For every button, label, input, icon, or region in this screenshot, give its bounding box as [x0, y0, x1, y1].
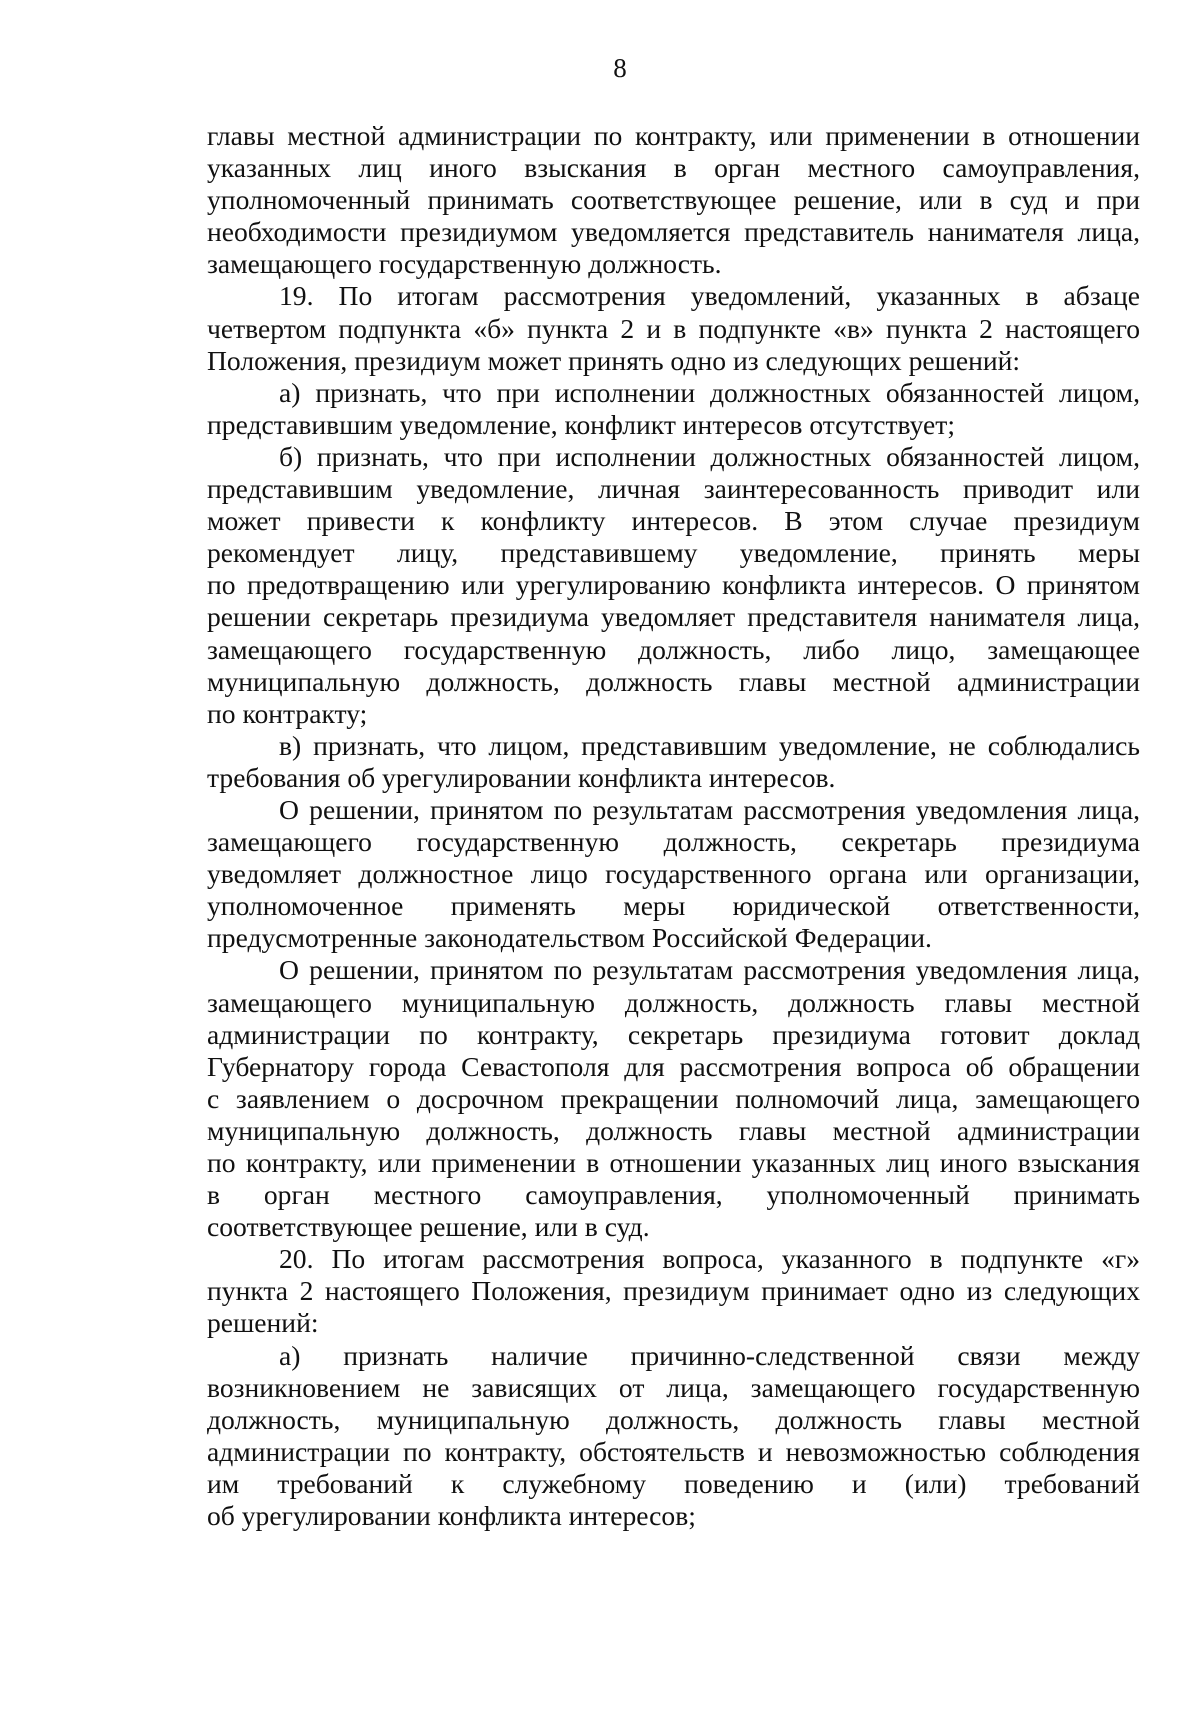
paragraph [207, 280, 1140, 376]
paragraph [207, 1340, 1140, 1533]
text-line: замещающего государственную должность, секретарь президиума [207, 826, 1140, 858]
text-line: необходимости президиумом уведомляется представитель нанимателя лица, [207, 216, 1140, 248]
text-line: Губернатору города Севастополя для рассмотрения вопроса об обращении [207, 1050, 1140, 1082]
page-number: 8 [613, 53, 627, 83]
text-line: О решении, принятом по результатам рассмотрения уведомления лица, [279, 793, 1140, 825]
text-line: пункта 2 настоящего Положения, президиум принимает одно из следующих [207, 1275, 1140, 1307]
text-line: возникновением не зависящих от лица, замещающего государственную [207, 1371, 1140, 1403]
text-line: а) признать наличие причинно-следственной связи между [279, 1339, 1140, 1371]
text-line: муниципальную должность, должность главы местной администрации [207, 665, 1140, 697]
text-line: администрации по контракту, секретарь президиума готовит доклад [207, 1018, 1140, 1050]
text-line: требования об урегулировании конфликта интересов. [207, 761, 836, 793]
paragraph [207, 730, 1140, 794]
text-line: 19. По итогам рассмотрения уведомлений, указанных в абзаце [279, 280, 1140, 312]
paragraph [207, 377, 1140, 441]
text-line: замещающего государственную должность. [207, 248, 722, 280]
text-line: в) признать, что лицом, представившим уведомление, не соблюдались [279, 729, 1140, 761]
text-line: уполномоченный принимать соответствующее решение, или в суд и при [207, 184, 1140, 216]
text-line: об урегулировании конфликта интересов; [207, 1500, 696, 1532]
text-line: замещающего муниципальную должность, должность главы местной [207, 986, 1140, 1018]
text-line: указанных лиц иного взыскания в орган местного самоуправления, [207, 152, 1140, 184]
text-line: б) признать, что при исполнении должностных обязанностей лицом, [279, 440, 1140, 472]
text-line: муниципальную должность, должность главы местной администрации [207, 1114, 1140, 1146]
text-line: должность, муниципальную должность, должность главы местной [207, 1403, 1140, 1435]
paragraph [207, 794, 1140, 954]
text-line: с заявлением о досрочном прекращении полномочий лица, замещающего [207, 1082, 1140, 1114]
text-line: Положения, президиум может принять одно из следующих решений: [207, 344, 1021, 376]
text-line: решении секретарь президиума уведомляет представителя нанимателя лица, [207, 601, 1140, 633]
paragraph [207, 441, 1140, 730]
paragraph [207, 120, 1140, 280]
text-line: по предотвращению или урегулированию конфликта интересов. О принятом [207, 569, 1140, 601]
paragraph [207, 1243, 1140, 1339]
text-line: по контракту, или применении в отношении указанных лиц иного взыскания [207, 1147, 1140, 1178]
text-line: по контракту; [207, 697, 368, 729]
text-line: рекомендует лицу, представившему уведомление, принять меры [207, 537, 1140, 569]
text-line: решений: [207, 1307, 319, 1339]
text-line: О решении, принятом по результатам рассмотрения уведомления лица, [279, 954, 1140, 986]
text-line: представившим уведомление, личная заинтересованность приводит или [207, 473, 1140, 505]
text-line: уведомляет должностное лицо государственного органа или организации, [207, 858, 1140, 890]
text-line: главы местной администрации по контракту, или применении в отношении [207, 120, 1140, 151]
text-line: им требований к служебному поведению и (или) требований [207, 1467, 1140, 1499]
paragraph [207, 954, 1140, 1243]
text-line: уполномоченное применять меры юридической ответственности, [207, 890, 1140, 922]
text-line: четвертом подпункта «б» пункта 2 и в подпункте «в» пункта 2 настоящего [207, 312, 1140, 344]
text-line: 20. По итогам рассмотрения вопроса, указанного в подпункте «г» [279, 1243, 1140, 1275]
text-line: администрации по контракту, обстоятельств и невозможностью соблюдения [207, 1435, 1140, 1467]
text-line: предусмотренные законодательством Российской Федерации. [207, 922, 932, 954]
text-line: может привести к конфликту интересов. В этом случае президиум [207, 505, 1140, 537]
text-line: представившим уведомление, конфликт интересов отсутствует; [207, 408, 956, 440]
document-body [207, 120, 1140, 1532]
text-line: замещающего государственную должность, либо лицо, замещающее [207, 633, 1140, 665]
text-line: а) признать, что при исполнении должностных обязанностей лицом, [279, 376, 1140, 408]
text-line: в орган местного самоуправления, уполномоченный принимать [207, 1179, 1140, 1211]
text-line: соответствующее решение, или в суд. [207, 1211, 650, 1243]
